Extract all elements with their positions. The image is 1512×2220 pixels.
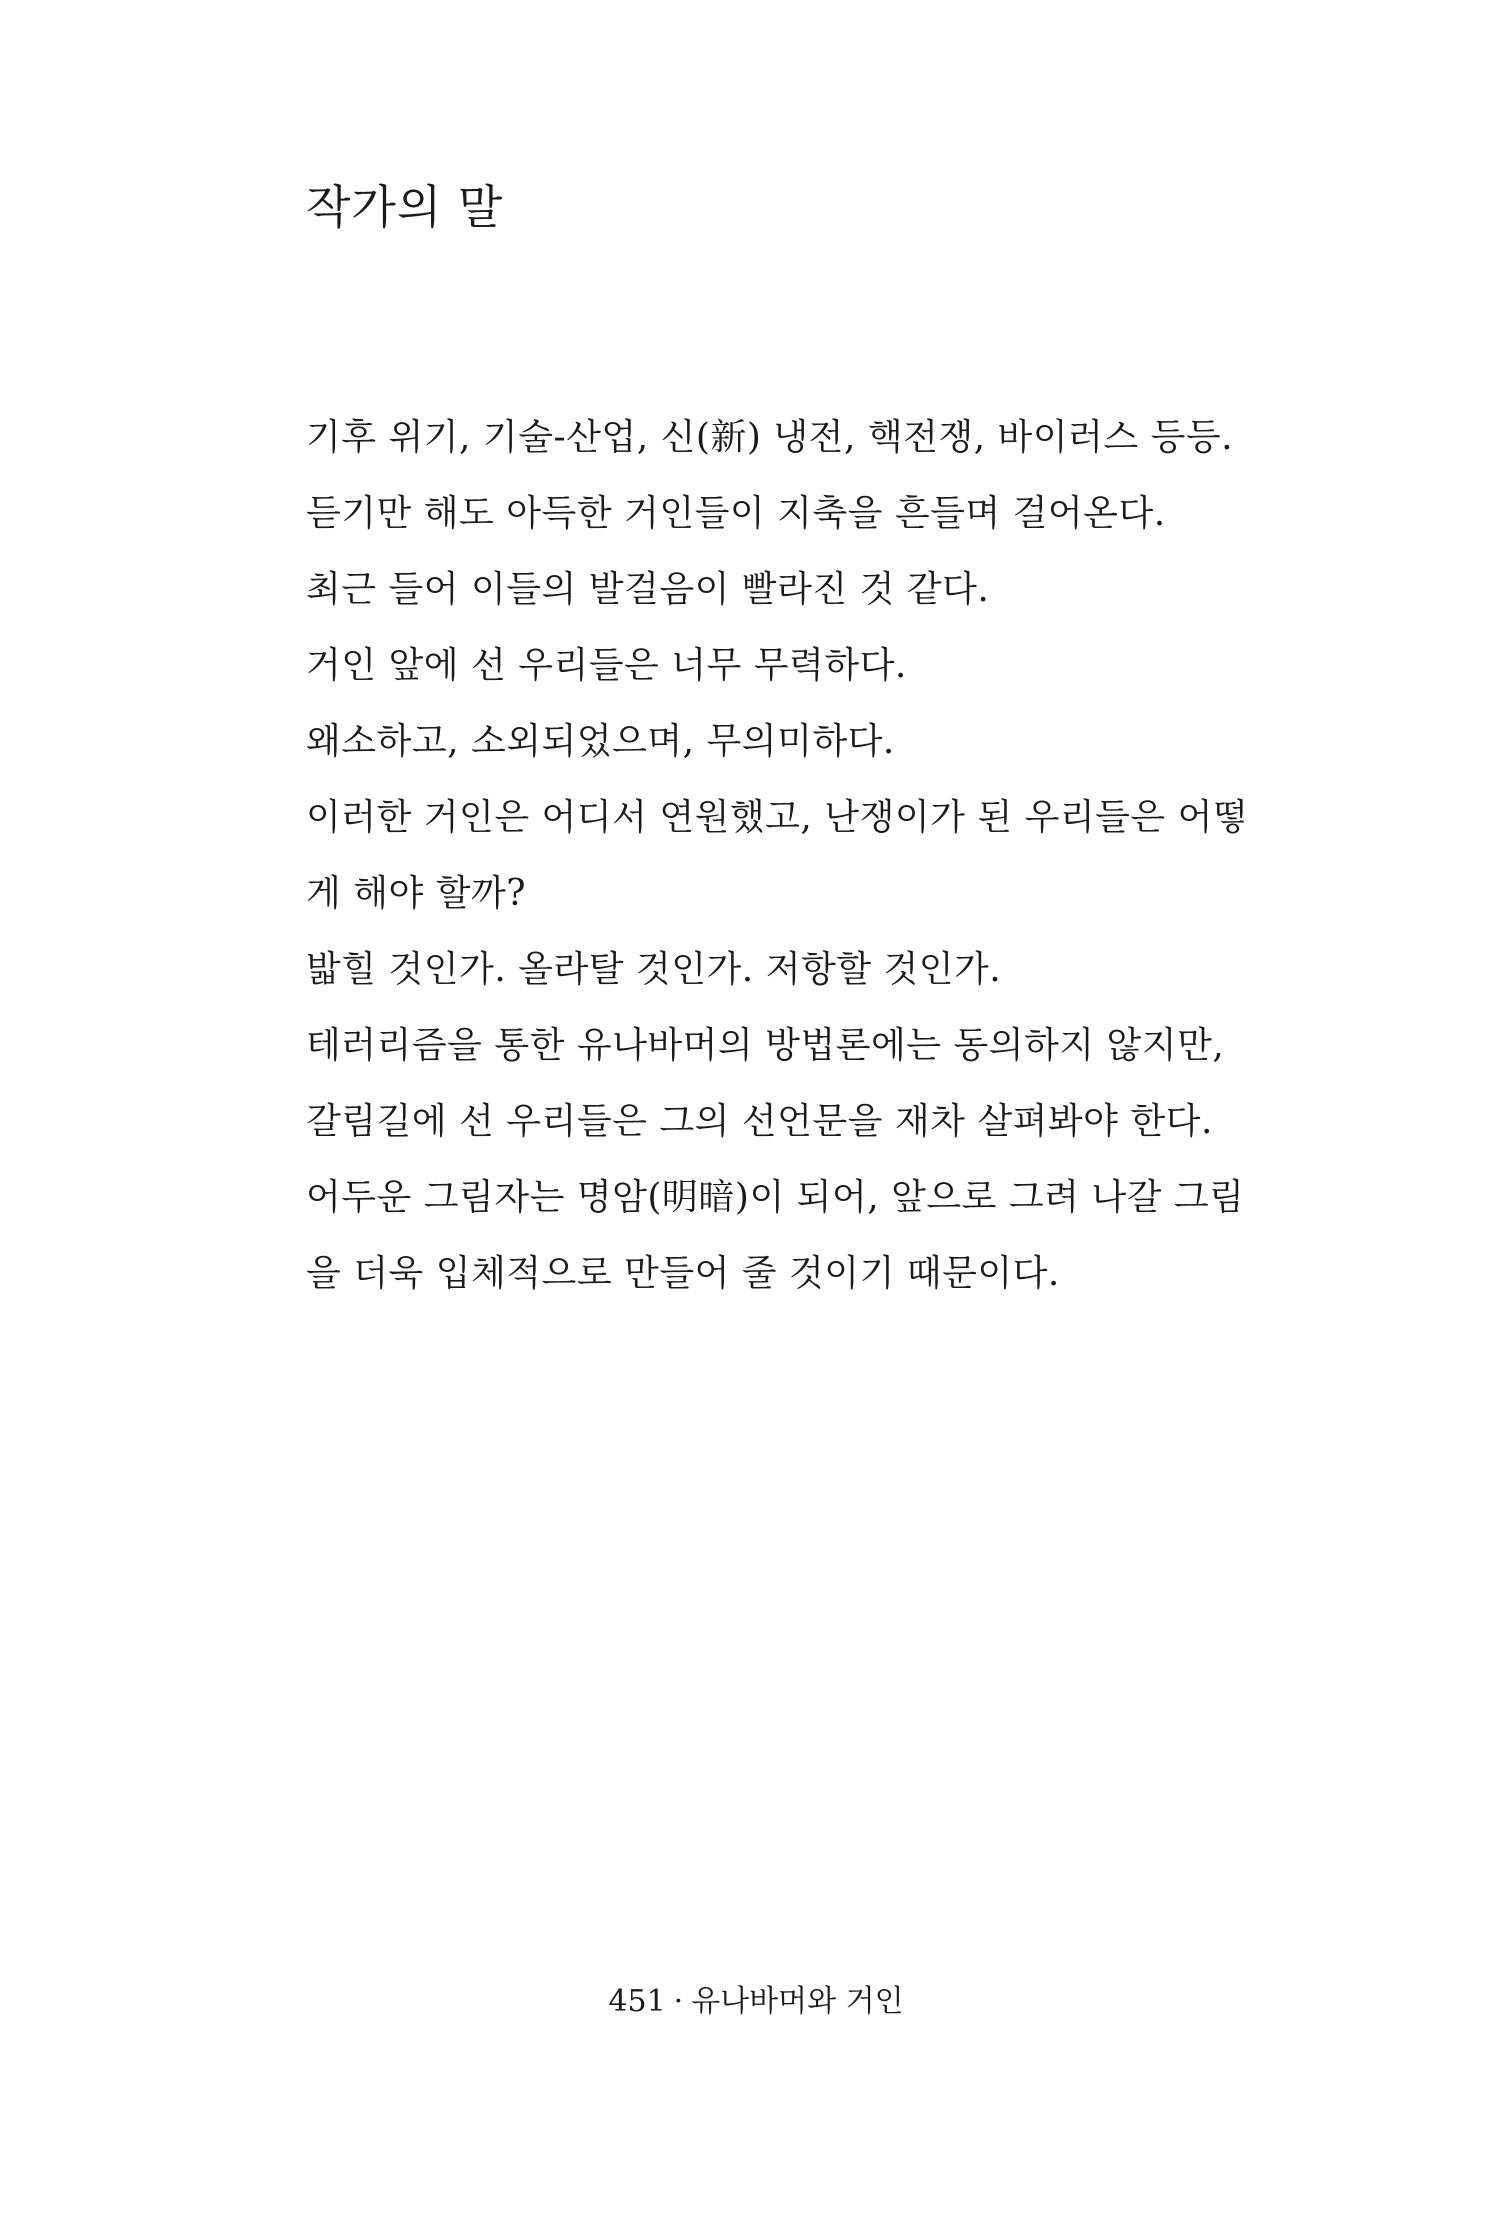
text-line: 기후 위기, 기술-산업, 신(新) 냉전, 핵전쟁, 바이러스 등등. [306, 417, 1234, 458]
text-line: 게 해야 할까? [306, 873, 527, 914]
text-line: 이러한 거인은 어디서 연원했고, 난쟁이가 된 우리들은 어떻 [306, 797, 1249, 838]
text-line: 거인 앞에 선 우리들은 너무 무력하다. [306, 645, 907, 686]
text-line: 테러리즘을 통한 유나바머의 방법론에는 동의하지 않지만, [306, 1025, 1225, 1066]
running-title: 유나바머와 거인 [691, 1984, 904, 2019]
text-line: 을 더욱 입체적으로 만들어 줄 것이기 때문이다. [306, 1253, 1060, 1294]
text-line: 최근 들어 이들의 발걸음이 빨라진 것 같다. [306, 569, 990, 610]
page-number: 451 [608, 1984, 666, 2019]
text-line: 어두운 그림자는 명암(明暗)이 되어, 앞으로 그려 나갈 그림 [306, 1177, 1245, 1218]
text-line: 듣기만 해도 아득한 거인들이 지축을 흔들며 걸어온다. [306, 493, 1166, 534]
text-line: 왜소하고, 소외되었으며, 무의미하다. [306, 721, 895, 762]
text-line: 갈림길에 선 우리들은 그의 선언문을 재차 살펴봐야 한다. [306, 1101, 1213, 1142]
page-title: 작가의 말 [306, 180, 504, 234]
text-line: 밟힐 것인가. 올라탈 것인가. 저항할 것인가. [306, 949, 1002, 990]
page-footer [0, 1982, 1512, 2022]
body-text [306, 400, 1286, 1312]
footer-separator: · [673, 1984, 684, 2019]
